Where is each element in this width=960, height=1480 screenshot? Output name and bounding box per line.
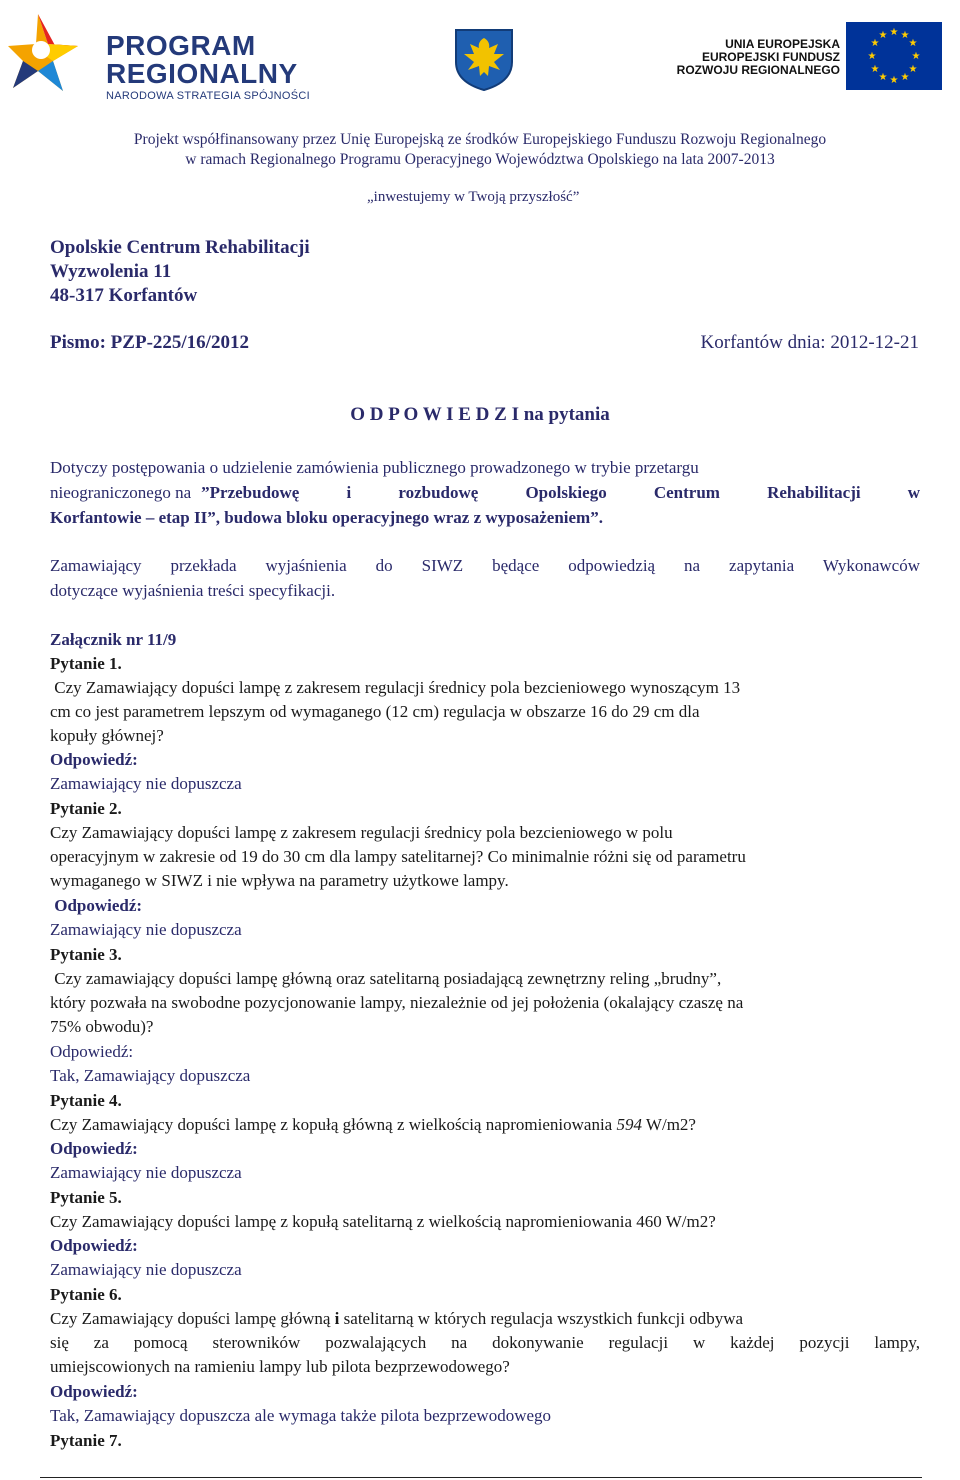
answer-3: Tak, Zamawiający dopuszcza — [50, 1066, 251, 1085]
footer-divider — [40, 1477, 922, 1478]
question-6-line-3: umiejscowionych na ramieniu lampy lub pilota bezprzewodowego? — [50, 1357, 510, 1376]
question-1-line-3: kopuły głównej? — [50, 726, 164, 745]
project-slogan: „inwestujemy w Twoją przyszłość” — [367, 189, 580, 205]
answer-5: Zamawiający nie dopuszcza — [50, 1260, 242, 1279]
svg-text:★: ★ — [911, 51, 921, 62]
question-4-text-a: Czy Zamawiający dopuści lampę z kopułą główną z wielkością napromieniowania — [50, 1115, 617, 1134]
answer-4: Zamawiający nie dopuszcza — [50, 1163, 242, 1182]
svg-text:★: ★ — [878, 30, 888, 41]
eu-fund-text — [655, 38, 840, 77]
question-6-label: Pytanie 6. — [50, 1285, 122, 1304]
question-5-label: Pytanie 5. — [50, 1188, 122, 1207]
address-city: 48-317 Korfantów — [50, 285, 198, 306]
question-1-line-2: cm co jest parametrem lepszym od wymaganego (12 cm) regulacja w obszarze 16 do 29 cm dla — [50, 702, 700, 721]
answer-1-label: Odpowiedź: — [50, 750, 138, 769]
svg-text:★: ★ — [870, 64, 880, 75]
question-3-line-1: Czy zamawiający dopuści lampę główną oraz satelitarną posiadającą zewnętrzny reling „brudny”, — [50, 969, 722, 988]
svg-text:★: ★ — [908, 38, 918, 49]
svg-text:★: ★ — [889, 75, 899, 86]
address-street: Wyzwolenia 11 — [50, 261, 172, 282]
answer-6: Tak, Zamawiający dopuszcza ale wymaga także pilota bezprzewodowego — [50, 1406, 552, 1425]
svg-text:★: ★ — [900, 72, 910, 83]
program-logo-line2: REGIONALNY — [106, 58, 298, 89]
answer-2-label: Odpowiedź: — [50, 896, 143, 915]
intro-line-3: Korfantowie – etap II”, budowa bloku operacyjnego wraz z wyposażeniem”. — [50, 508, 603, 527]
eu-line3: ROZWOJU REGIONALNEGO — [676, 63, 840, 77]
question-6-text-c: satelitarną w których regulacja wszystkich funkcji odbywa — [339, 1309, 744, 1328]
letter-date: Korfantów dnia: 2012-12-21 — [700, 332, 919, 353]
question-7-label: Pytanie 7. — [50, 1431, 122, 1450]
star-logo-icon — [8, 6, 103, 101]
question-3-line-2: który pozwała na swobodne pozycjonowanie lampy, niezależnie od jej położenia (okalający czaszę na — [50, 993, 744, 1012]
answer-2: Zamawiający nie dopuszcza — [50, 920, 242, 939]
intro-p2-line-1: Zamawiający przekłada wyjaśnienia do SIWZ będące odpowiedzią na zapytania Wykonawców — [50, 556, 920, 575]
intro-p2-line-2: dotyczące wyjaśnienia treści specyfikacji. — [50, 581, 336, 600]
eu-flag-icon — [846, 22, 942, 90]
question-2-line-1: Czy Zamawiający dopuści lampę z zakresem regulacji średnicy pola bezcieniowego w polu — [50, 823, 673, 842]
svg-text:★: ★ — [889, 27, 899, 38]
svg-text:★: ★ — [900, 30, 910, 41]
opolskie-crest-icon — [452, 26, 516, 92]
question-2-label: Pytanie 2. — [50, 799, 122, 818]
intro-line-1: Dotyczy postępowania o udzielenie zamówienia publicznego prowadzonego w trybie przetargu — [50, 458, 699, 477]
program-logo-line3: NARODOWA STRATEGIA SPÓJNOŚCI — [106, 90, 310, 102]
intro-line-2a: nieograniczonego na — [50, 483, 192, 502]
intro-line-2 — [50, 481, 920, 505]
question-6-line-2: się za pomocą sterowników pozwalających na dokonywanie regulacji w każdej pozycji lampy, — [50, 1333, 920, 1352]
program-logo-line1: PROGRAM — [106, 30, 256, 61]
program-regionalny-logo — [8, 6, 348, 101]
question-6-line-1 — [50, 1307, 920, 1331]
question-4-value: 594 — [616, 1115, 642, 1134]
attachment-label: Załącznik nr 11/9 — [50, 630, 177, 649]
svg-text:★: ★ — [908, 64, 918, 75]
page-header — [0, 0, 960, 110]
answer-6-label: Odpowiedź: — [50, 1382, 138, 1401]
eu-line2: EUROPEJSKI FUNDUSZ — [701, 50, 840, 64]
question-4-text-c: W/m2? — [641, 1115, 696, 1134]
question-1-line-1: Czy Zamawiający dopuści lampę z zakresem regulacji średnicy pola bezcieniowego wynoszącym 13 — [50, 678, 741, 697]
svg-text:★: ★ — [867, 51, 877, 62]
page-title: O D P O W I E D Z I na pytania — [350, 404, 610, 425]
question-1-label: Pytanie 1. — [50, 654, 122, 673]
address-name: Opolskie Centrum Rehabilitacji — [50, 237, 310, 258]
letter-reference: Pismo: PZP-225/16/2012 — [50, 332, 249, 353]
question-6-bold-i: i — [334, 1309, 340, 1328]
eu-line1: UNIA EUROPEJSKA — [725, 37, 840, 51]
project-line-2: w ramach Regionalnego Programu Operacyjnego Województwa Opolskiego na lata 2007-2013 — [185, 151, 775, 168]
svg-text:★: ★ — [870, 38, 880, 49]
svg-text:★: ★ — [878, 72, 888, 83]
question-6-text-a: Czy Zamawiający dopuści lampę główną — [50, 1309, 335, 1328]
answer-1: Zamawiający nie dopuszcza — [50, 774, 242, 793]
question-4-line-1 — [50, 1113, 920, 1137]
question-3-label: Pytanie 3. — [50, 945, 122, 964]
question-2-line-3: wymaganego w SIWZ i nie wpływa na parametry użytkowe lampy. — [50, 871, 509, 890]
question-5-line-1: Czy Zamawiający dopuści lampę z kopułą satelitarną z wielkością napromieniowania 460 W/m2? — [50, 1212, 716, 1231]
project-line-1: Projekt współfinansowany przez Unię Europejską ze środków Europejskiego Funduszu Rozwoju Regionalnego — [133, 131, 827, 148]
answer-4-label: Odpowiedź: — [50, 1139, 138, 1158]
question-3-line-3: 75% obwodu)? — [50, 1017, 154, 1036]
intro-line-2b: ”Przebudowę i rozbudowę Opolskiego Centrum Rehabilitacji w — [201, 483, 920, 502]
answer-3-label: Odpowiedź: — [50, 1042, 134, 1061]
question-2-line-2: operacyjnym w zakresie od 19 do 30 cm dla lampy satelitarnej? Co minimalnie różni się od parametru — [50, 847, 746, 866]
answer-5-label: Odpowiedź: — [50, 1236, 138, 1255]
question-4-label: Pytanie 4. — [50, 1091, 122, 1110]
